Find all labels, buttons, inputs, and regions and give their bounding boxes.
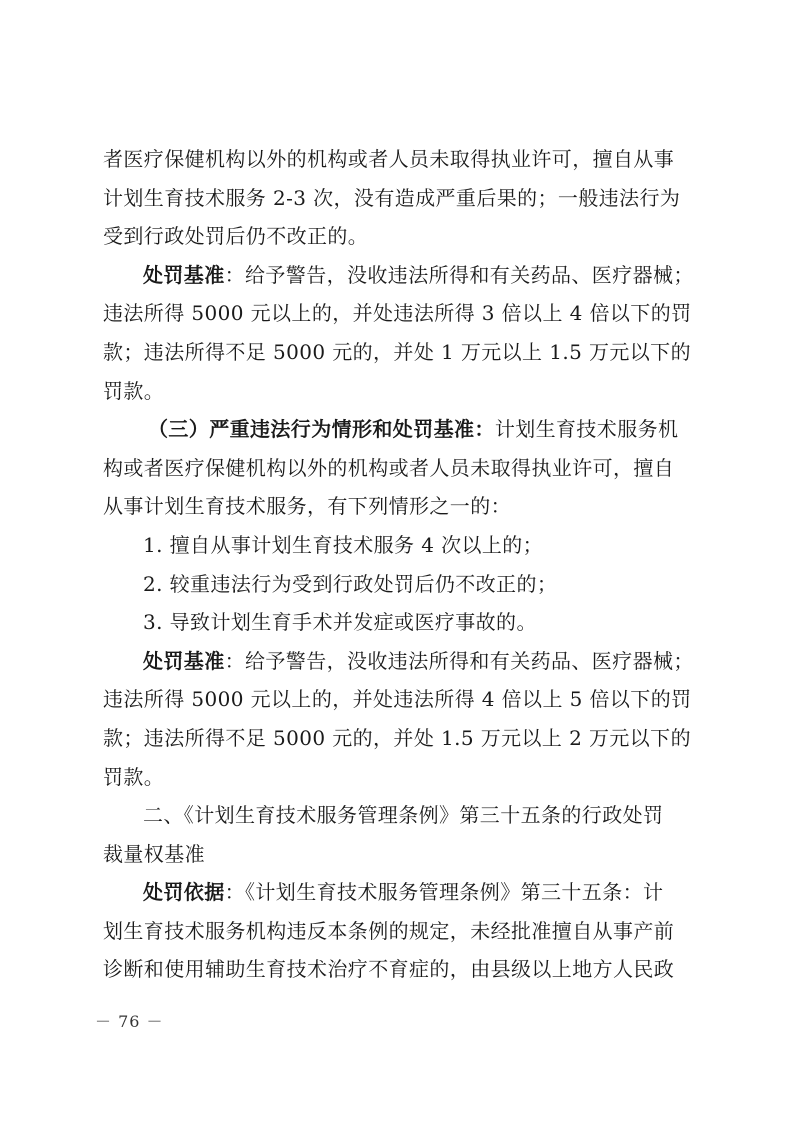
body-text: 诊断和使用辅助生育技术治疗不育症的，由县级以上地方人民政 — [103, 957, 675, 982]
body-text: 罚款。 — [103, 764, 165, 789]
text-line — [103, 217, 688, 256]
body-text: 款；违法所得不足 5000 元的，并处 1.5 万元以上 2 万元以下的 — [103, 725, 691, 750]
text-line — [103, 294, 692, 333]
text-line — [103, 179, 688, 218]
text-line — [103, 449, 688, 488]
body-text: 计划生育技术服务机 — [494, 417, 679, 442]
body-text: 计划生育技术服务 2-3 次，没有造成严重后果的；一般违法行为 — [103, 185, 681, 210]
text-line — [103, 796, 688, 835]
bold-heading-text: 处罚基准 — [143, 262, 225, 287]
text-line — [103, 642, 694, 681]
body-text: 违法所得 5000 元以上的，并处违法所得 4 倍以上 5 倍以下的罚 — [103, 687, 692, 712]
page-number: － 76 － — [95, 1012, 164, 1031]
body-text: 受到行政处罚后仍不改正的。 — [103, 224, 369, 249]
body-text: 2. 较重违法行为受到行政处罚后仍不改正的； — [143, 571, 558, 596]
text-line — [103, 256, 694, 295]
text-line — [103, 758, 688, 797]
text-line — [103, 372, 688, 411]
text-line — [103, 835, 688, 874]
bold-heading-text: 处罚依据 — [143, 880, 225, 905]
text-line — [103, 410, 688, 449]
body-text: ：给予警告，没收违法所得和有关药品、医疗器械； — [224, 262, 694, 287]
text-line — [103, 912, 688, 951]
text-line — [103, 680, 692, 719]
text-line — [103, 565, 688, 604]
body-text: ：《计划生育技术服务管理条例》第三十五条：计 — [224, 880, 664, 905]
body-text: 3. 导致计划生育手术并发症或医疗事故的。 — [143, 610, 537, 635]
document-body — [103, 140, 694, 989]
text-line — [103, 719, 691, 758]
text-line — [103, 603, 688, 642]
body-text: ：给予警告，没收违法所得和有关药品、医疗器械； — [224, 648, 694, 673]
body-text: 构或者医疗保健机构以外的机构或者人员未取得执业许可，擅自 — [103, 455, 675, 480]
text-line — [103, 487, 688, 526]
text-line — [103, 526, 688, 565]
body-text: 罚款。 — [103, 378, 165, 403]
text-line — [103, 873, 688, 912]
text-line — [103, 950, 688, 989]
body-text: 者医疗保健机构以外的机构或者人员未取得执业许可，擅自从事 — [103, 147, 675, 171]
body-text: 划生育技术服务机构违反本条例的规定，未经批准擅自从事产前 — [103, 918, 675, 943]
body-text: 二、《计划生育技术服务管理条例》第三十五条的行政处罚 — [143, 803, 664, 828]
body-text: 1. 擅自从事计划生育技术服务 4 次以上的； — [143, 532, 544, 557]
bold-heading-text: （三）严重违法行为情形和处罚基准： — [148, 417, 495, 442]
body-text: 裁量权基准 — [103, 841, 205, 866]
body-text: 款；违法所得不足 5000 元的，并处 1 万元以上 1.5 万元以下的 — [103, 339, 691, 364]
text-line — [103, 333, 691, 372]
body-text: 违法所得 5000 元以上的，并处违法所得 3 倍以上 4 倍以下的罚 — [103, 301, 692, 326]
body-text: 从事计划生育技术服务，有下列情形之一的： — [103, 494, 511, 519]
text-line — [103, 140, 688, 179]
bold-heading-text: 处罚基准 — [143, 648, 225, 673]
